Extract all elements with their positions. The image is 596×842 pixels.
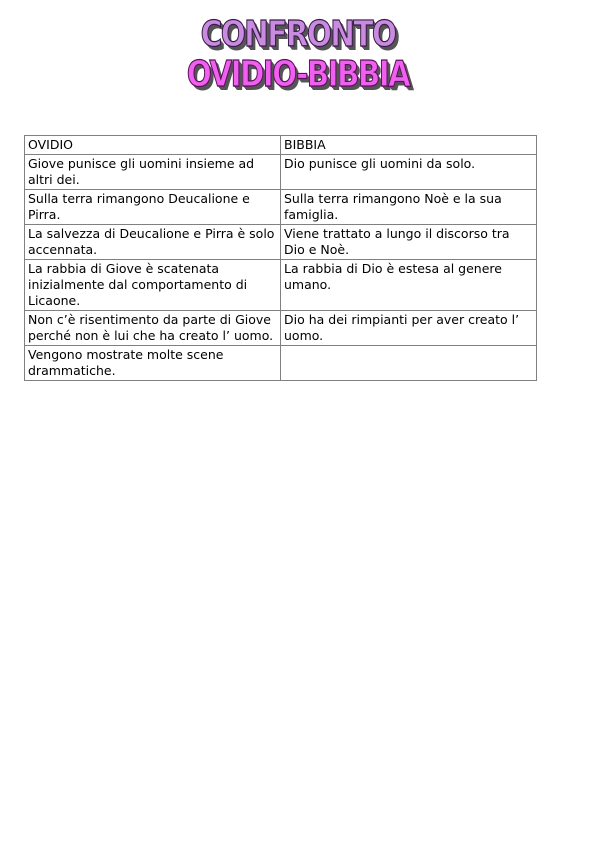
table-row: [25, 190, 537, 225]
comparison-table: [24, 135, 537, 381]
cell-bibbia-empty: [281, 346, 537, 381]
header-bibbia: BIBBIA: [281, 136, 537, 155]
cell-bibbia: Dio ha dei rimpianti per aver creato l’ uomo.: [281, 311, 537, 346]
table-row: [25, 260, 537, 311]
cell-ovidio: La salvezza di Deucalione e Pirra è solo accennata.: [25, 225, 281, 260]
table-row: [25, 225, 537, 260]
cell-ovidio: La rabbia di Giove è scatenata inizialmente dal comportamento di Licaone.: [25, 260, 281, 311]
table-row: [25, 346, 537, 381]
cell-ovidio: Sulla terra rimangono Deucalione e Pirra.: [25, 190, 281, 225]
title-line-2: OVIDIO-BIBBIA: [186, 54, 410, 95]
cell-ovidio: Non c’è risentimento da parte di Giove perché non è lui che ha creato l’ uomo.: [25, 311, 281, 346]
cell-bibbia: Dio punisce gli uomini da solo.: [281, 155, 537, 190]
cell-ovidio: Giove punisce gli uomini insieme ad altri dei.: [25, 155, 281, 190]
table-header-row: [25, 136, 537, 155]
cell-ovidio: Vengono mostrate molte scene drammatiche.: [25, 346, 281, 381]
table-row: [25, 155, 537, 190]
cell-bibbia: Viene trattato a lungo il discorso tra Dio e Noè.: [281, 225, 537, 260]
table-row: [25, 311, 537, 346]
title-line-1: CONFRONTO: [200, 14, 396, 55]
cell-bibbia: La rabbia di Dio è estesa al genere umano.: [281, 260, 537, 311]
cell-bibbia: Sulla terra rimangono Noè e la sua famiglia.: [281, 190, 537, 225]
header-ovidio: OVIDIO: [25, 136, 281, 155]
page-title: [0, 14, 596, 96]
